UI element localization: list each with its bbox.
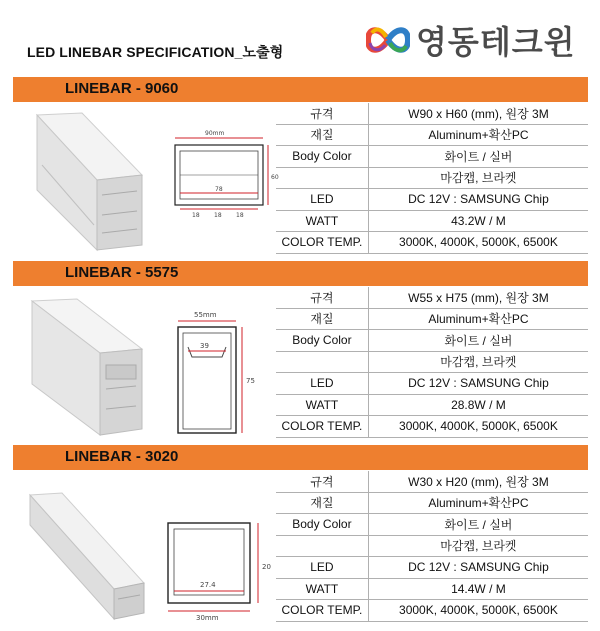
drawing-width-label: 90mm — [205, 130, 225, 137]
accessory-value: 마감캡, 브라켓 — [368, 167, 588, 189]
section-band — [13, 77, 588, 102]
table-row — [276, 394, 588, 416]
body-color-key: Body Color — [276, 514, 368, 536]
watt-key: WATT — [276, 210, 368, 232]
product-name: LINEBAR - 3020 — [65, 448, 179, 465]
table-row — [276, 103, 588, 124]
material-key: 재질 — [276, 124, 368, 146]
table-row — [276, 351, 588, 373]
table-row — [276, 578, 588, 600]
body-color-key: Body Color — [276, 330, 368, 352]
table-row — [276, 557, 588, 579]
spec-table-5575 — [276, 287, 588, 438]
drawing-height-label: 20 — [262, 563, 271, 571]
drawing-width-label: 55mm — [194, 311, 217, 319]
led-key: LED — [276, 373, 368, 395]
table-row — [276, 514, 588, 536]
led-value: DC 12V : SAMSUNG Chip — [368, 557, 588, 579]
brand-logo — [366, 20, 576, 60]
brand-logo-mark-icon — [366, 21, 410, 59]
body-color-value: 화이트 / 실버 — [368, 146, 588, 168]
drawing-inner-label: 27.4 — [200, 581, 216, 589]
spec-table-3020 — [276, 471, 588, 622]
profile-drawing-9060 — [160, 105, 280, 255]
product-section-3020 — [0, 445, 600, 631]
led-key: LED — [276, 557, 368, 579]
table-row — [276, 124, 588, 146]
body-color-value: 화이트 / 실버 — [368, 330, 588, 352]
table-row — [276, 373, 588, 395]
spec-table-9060 — [276, 103, 588, 254]
drawing-seg-label: 18 — [192, 212, 200, 219]
material-key: 재질 — [276, 492, 368, 514]
accessory-value: 마감캡, 브라켓 — [368, 535, 588, 557]
spec-key: 규격 — [276, 103, 368, 124]
table-row — [276, 416, 588, 438]
drawing-seg-label: 18 — [214, 212, 222, 219]
table-row — [276, 330, 588, 352]
material-value: Aluminum+확산PC — [368, 124, 588, 146]
table-row — [276, 535, 588, 557]
table-row — [276, 308, 588, 330]
drawing-height-label: 60 — [271, 174, 279, 181]
table-row — [276, 492, 588, 514]
color-temp-key: COLOR TEMP. — [276, 600, 368, 622]
color-temp-value: 3000K, 4000K, 5000K, 6500K — [368, 416, 588, 438]
material-key: 재질 — [276, 308, 368, 330]
profile-drawing-3020 — [160, 473, 280, 623]
product-section-9060 — [0, 77, 600, 263]
table-row — [276, 189, 588, 211]
product-section-5575 — [0, 261, 600, 447]
table-row — [276, 167, 588, 189]
color-temp-value: 3000K, 4000K, 5000K, 6500K — [368, 600, 588, 622]
color-temp-key: COLOR TEMP. — [276, 232, 368, 254]
accessory-value: 마감캡, 브라켓 — [368, 351, 588, 373]
product-name: LINEBAR - 5575 — [65, 264, 179, 281]
product-photo-9060 — [22, 105, 152, 255]
spec-value: W90 x H60 (mm), 원장 3M — [368, 103, 588, 124]
table-row — [276, 146, 588, 168]
section-band — [13, 261, 588, 286]
body-color-key: Body Color — [276, 146, 368, 168]
spec-value: W55 x H75 (mm), 원장 3M — [368, 287, 588, 308]
spec-value: W30 x H20 (mm), 원장 3M — [368, 471, 588, 492]
product-name: LINEBAR - 9060 — [65, 80, 179, 97]
watt-key: WATT — [276, 578, 368, 600]
section-band — [13, 445, 588, 470]
watt-value: 43.2W / M — [368, 210, 588, 232]
led-key: LED — [276, 189, 368, 211]
table-row — [276, 287, 588, 308]
table-row — [276, 471, 588, 492]
drawing-height-label: 75 — [246, 377, 255, 385]
watt-value: 28.8W / M — [368, 394, 588, 416]
document-title: LED LINEBAR SPECIFICATION_노출형 — [27, 44, 284, 60]
color-temp-key: COLOR TEMP. — [276, 416, 368, 438]
color-temp-value: 3000K, 4000K, 5000K, 6500K — [368, 232, 588, 254]
product-photo-5575 — [22, 289, 152, 439]
product-photo-3020 — [22, 473, 152, 623]
led-value: DC 12V : SAMSUNG Chip — [368, 373, 588, 395]
drawing-width-label: 30mm — [196, 614, 219, 622]
spec-key: 규격 — [276, 287, 368, 308]
page-header — [0, 0, 600, 75]
table-row — [276, 232, 588, 254]
spec-key: 규격 — [276, 471, 368, 492]
material-value: Aluminum+확산PC — [368, 492, 588, 514]
drawing-seg-label: 18 — [236, 212, 244, 219]
material-value: Aluminum+확산PC — [368, 308, 588, 330]
watt-key: WATT — [276, 394, 368, 416]
table-row — [276, 210, 588, 232]
led-value: DC 12V : SAMSUNG Chip — [368, 189, 588, 211]
profile-drawing-5575 — [160, 289, 280, 439]
drawing-inner-label: 78 — [215, 186, 223, 193]
watt-value: 14.4W / M — [368, 578, 588, 600]
body-color-value: 화이트 / 실버 — [368, 514, 588, 536]
brand-name: 영동테크윈 — [416, 23, 576, 61]
drawing-inner-label: 39 — [200, 342, 209, 350]
table-row — [276, 600, 588, 622]
